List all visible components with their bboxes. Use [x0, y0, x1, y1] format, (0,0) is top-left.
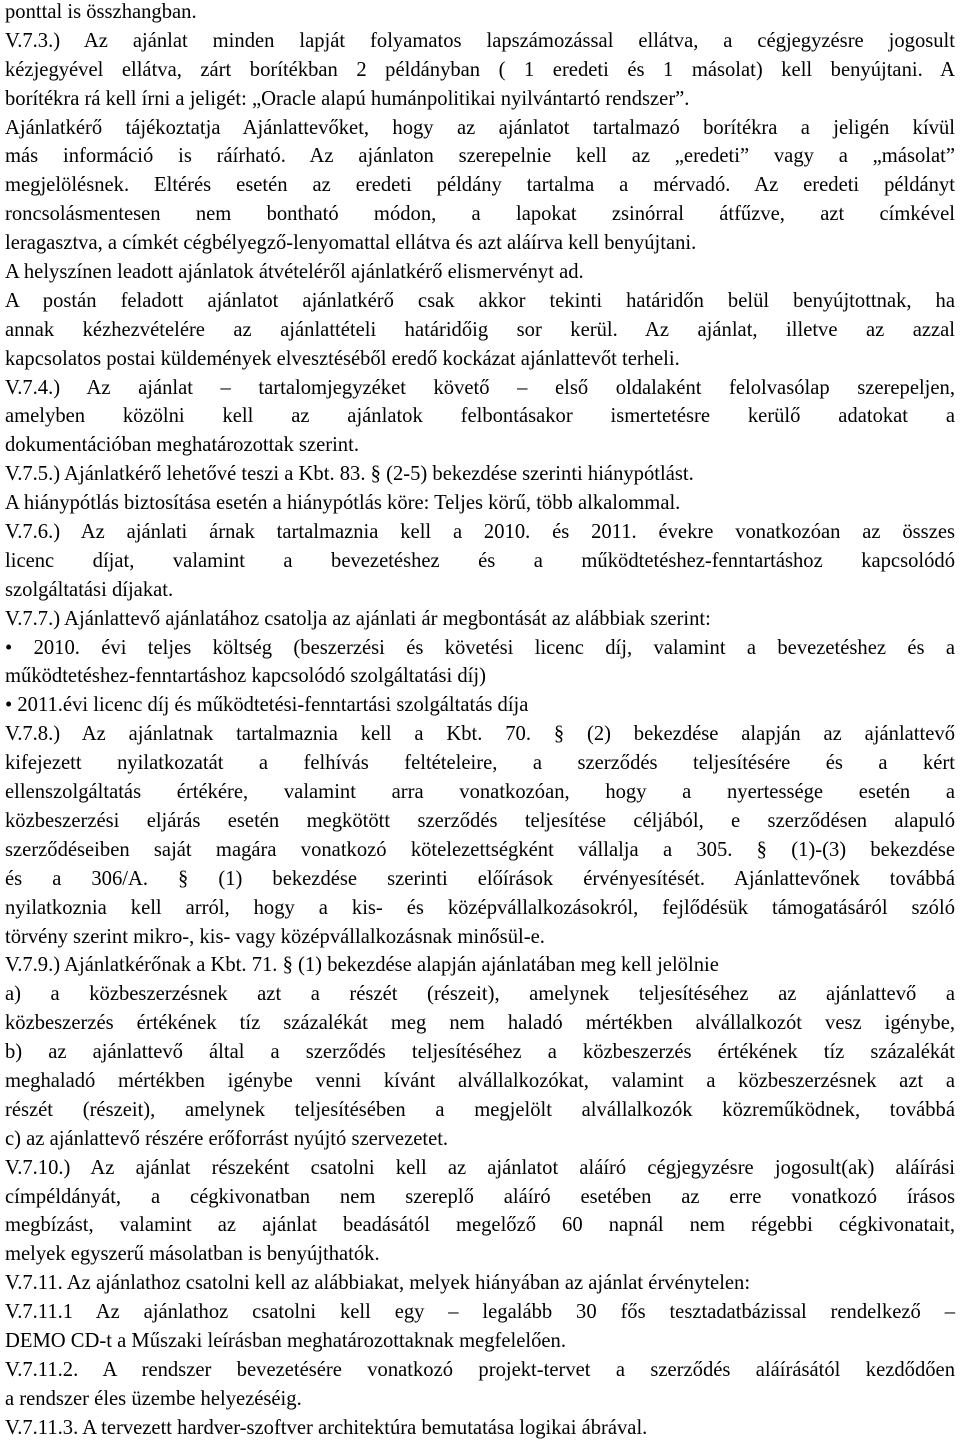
text-line: a) a közbeszerzésnek azt a részét (részeit), amelynek teljesítéséhez az ajánlattevő a: [5, 983, 955, 1006]
text-line: közbeszerzés értékének tíz százalékát meg nem haladó mértékben alvállalkozót vesz igénybe,: [5, 1012, 955, 1035]
text-line: leragasztva, a címkét cégbélyegző-lenyomattal ellátva és azt aláírva kell benyújtani.: [5, 232, 697, 255]
text-line: V.7.11.1 Az ajánlathoz csatolni kell egy – legalább 30 fős tesztadatbázissal rendelkező –: [5, 1301, 955, 1324]
text-line: nyilatkoznia kell arról, hogy a kis- és középvállalkozásokról, fejlődésük támogatásáról szóló: [5, 896, 955, 919]
text-line: V.7.11. Az ajánlathoz csatolni kell az alábbiakat, melyek hiányában az ajánlat érvénytelen:: [5, 1272, 751, 1295]
list-item-bullet-line: • 2010. évi teljes költség (beszerzési és követési licenc díj, valamint a bevezetéshez és a: [5, 636, 955, 659]
text-line: és a 306/A. § (1) bekezdése szerinti előírások érvényesítését. Ajánlattevőnek továbbá: [5, 867, 955, 890]
text-line: Ajánlatkérő tájékoztatja Ajánlattevőket, hogy az ajánlatot tartalmazó borítékra a jeligén kívül: [5, 116, 955, 139]
text-line: A postán feladott ajánlatot ajánlatkérő csak akkor tekinti határidőn belül benyújtottnak, ha: [5, 289, 955, 312]
text-line: megjelölésnek. Eltérés esetén az eredeti példány tartalma a mérvadó. Az eredeti példányt: [5, 174, 955, 197]
text-line: kifejezett nyilatkozatát a felhívás feltételeire, a szerződés teljesítésére és a kért: [5, 752, 955, 775]
text-line: kézjegyével ellátva, zárt borítékban 2 példányban ( 1 eredeti és 1 másolat) kell benyújtani. A: [5, 58, 955, 81]
text-line: meghaladó mértékben igénybe venni kívánt alvállalkozókat, valamint a közbeszerzésnek azt a: [5, 1069, 955, 1092]
text-line: törvény szerint mikro-, kis- vagy középvállalkozásnak minősül-e.: [5, 925, 545, 948]
text-line: V.7.3.) Az ajánlat minden lapját folyamatos lapszámozással ellátva, a cégjegyzésre jogosult: [5, 29, 955, 52]
text-line: b) az ajánlattevő által a szerződés teljesítéséhez a közbeszerzés értékének tíz százalékát: [5, 1041, 955, 1064]
list-item-bullet-line: • 2011.évi licenc díj és működtetési-fenntartási szolgáltatás díja: [5, 694, 529, 717]
text-line: V.7.4.) Az ajánlat – tartalomjegyzéket követő – első oldalaként felolvasólap szerepeljen,: [5, 376, 955, 399]
text-line: borítékra rá kell írni a jeligét: „Oracle alapú humánpolitikai nyilvántartó rendszer”.: [5, 87, 690, 110]
text-line: kapcsolatos postai küldemények elvesztéséből eredő kockázat ajánlattevőt terheli.: [5, 347, 680, 370]
text-line: címpéldányát, a cégkivonatban nem szereplő aláíró esetében az erre vonatkozó írásos: [5, 1185, 955, 1208]
text-line: annak kézhezvételére az ajánlattételi határidőig sor kerül. Az ajánlat, illetve az azzal: [5, 318, 955, 341]
text-line: V.7.5.) Ajánlatkérő lehetővé teszi a Kbt. 83. § (2-5) bekezdése szerinti hiánypótlást.: [5, 463, 694, 486]
text-line: A hiánypótlás biztosítása esetén a hiánypótlás köre: Teljes körű, több alkalommal.: [5, 492, 681, 515]
text-line: V.7.9.) Ajánlatkérőnak a Kbt. 71. § (1) bekezdése alapján ajánlatában meg kell jelölnie: [5, 954, 719, 977]
text-line: ponttal is összhangban.: [5, 1, 197, 23]
text-line: más információ is ráírható. Az ajánlaton szerepelnie kell az „eredeti” vagy a „másolat”: [5, 145, 955, 168]
text-line: működtetéshez-fenntartáshoz kapcsolódó szolgáltatási díj): [5, 665, 486, 688]
text-line: szerződéseiben saját magára vonatkozó kötelezettségként vállalja a 305. § (1)-(3) bekezdése: [5, 838, 955, 861]
text-line: amelyben közölni kell az ajánlatok felbontásakor ismertetésre kerülő adatokat a: [5, 405, 955, 428]
text-line: roncsolásmentesen nem bontható módon, a lapokat zsinórral átfűzve, azt címkével: [5, 203, 955, 226]
text-line: V.7.8.) Az ajánlatnak tartalmaznia kell a Kbt. 70. § (2) bekezdése alapján az ajánlattevő: [5, 723, 955, 746]
text-line: a rendszer éles üzembe helyezéséig.: [5, 1387, 302, 1410]
document-page: [5, 0, 955, 1443]
text-line: V.7.11.2. A rendszer bevezetésére vonatkozó projekt-tervet a szerződés aláírásától kezdődően: [5, 1358, 955, 1381]
text-line: szolgáltatási díjakat.: [5, 578, 174, 601]
text-line: ellenszolgáltatás értékére, valamint arra vonatkozóan, hogy a nyertessége esetén a: [5, 781, 955, 804]
text-line: V.7.7.) Ajánlattevő ajánlatához csatolja az ajánlati ár megbontását az alábbiak szerint:: [5, 607, 711, 630]
text-line: V.7.6.) Az ajánlati árnak tartalmaznia kell a 2010. és 2011. évekre vonatkozóan az összes: [5, 521, 955, 544]
text-line: V.7.11.3. A tervezett hardver-szoftver architektúra bemutatása logikai ábrával.: [5, 1416, 648, 1439]
text-line: A helyszínen leadott ajánlatok átvételéről ajánlatkérő elismervényt ad.: [5, 261, 584, 284]
text-line: melyek egyszerű másolatban is benyújthatók.: [5, 1243, 380, 1266]
text-line: V.7.10.) Az ajánlat részeként csatolni kell az ajánlatot aláíró cégjegyzésre jogosult(ak) aláírási: [5, 1156, 955, 1179]
text-line: licenc díjat, valamint a bevezetéshez és a működtetéshez-fenntartáshoz kapcsolódó: [5, 549, 955, 572]
text-line: c) az ajánlattevő részére erőforrást nyújtó szervezetet.: [5, 1127, 449, 1150]
text-line: részét (részeit), amelynek teljesítésében a megjelölt alvállalkozók közreműködnek, továbbá: [5, 1098, 955, 1121]
text-line: DEMO CD-t a Műszaki leírásban meghatározottaknak megfelelően.: [5, 1329, 566, 1352]
text-line: dokumentációban meghatározottak szerint.: [5, 434, 359, 457]
text-line: közbeszerzési eljárás esetén megkötött szerződés teljesítése céljából, e szerződésen alapuló: [5, 809, 955, 832]
text-line: megbízást, valamint az ajánlat beadásától megelőző 60 napnál nem régebbi cégkivonatait,: [5, 1214, 955, 1237]
